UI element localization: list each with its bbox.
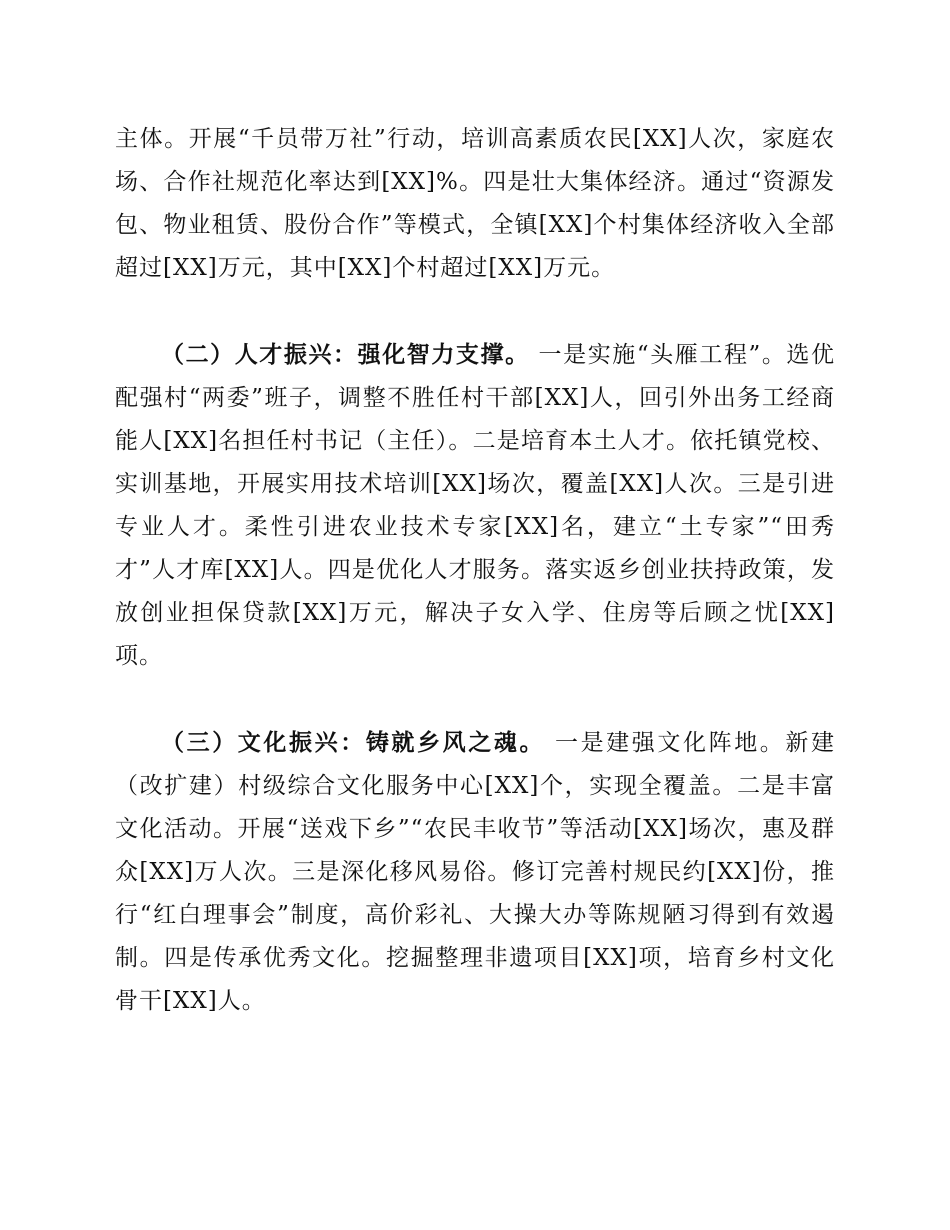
paragraph-body: 一是建强文化阵地。新建（改扩建）村级综合文化服务中心[XX]个，实现全覆盖。二是丰富文化活动。开展“送戏下乡”“农民丰收节”等活动[XX]场次，惠及群众[XX]万人次。三是深化移风易俗。修订完善村规民约[XX]份，推行“红白理事会”制度，高价彩礼、大操大办等陈规陋习得到有效遏制。四是传承优秀文化。挖掘整理非遗项目[XX]项，培育乡村文化骨干[XX]人。 xyxy=(115,730,836,1014)
paragraph-continued xyxy=(115,118,835,290)
section-heading: （三）文化振兴：铸就乡风之魂。 xyxy=(161,729,546,756)
paragraph-body: 主体。开展“千员带万社”行动，培训高素质农民[XX]人次，家庭农场、合作社规范化率达到[XX]%。四是壮大集体经济。通过“资源发包、物业租赁、股份合作”等模式，全镇[XX]个村集体经济收入全部超过[XX]万元，其中[XX]个村超过[XX]万元。 xyxy=(115,126,835,281)
section-heading: （二）人才振兴：强化智力支撑。 xyxy=(161,341,530,368)
paragraph-talent-revitalization xyxy=(115,333,835,678)
paragraph-body: 一是实施“头雁工程”。选优配强村“两委”班子，调整不胜任村干部[XX]人，回引外出务工经商能人[XX]名担任村书记（主任）。二是培育本土人才。依托镇党校、实训基地，开展实用技术培训[XX]场次，覆盖[XX]人次。三是引进专业人才。柔性引进农业技术专家[XX]名，建立“土专家”“田秀才”人才库[XX]人。四是优化人才服务。落实返乡创业扶持政策，发放创业担保贷款[XX]万元，解决子女入学、住房等后顾之忧[XX]项。 xyxy=(115,342,836,669)
document-page xyxy=(115,118,835,1023)
paragraph-culture-revitalization xyxy=(115,721,835,1023)
